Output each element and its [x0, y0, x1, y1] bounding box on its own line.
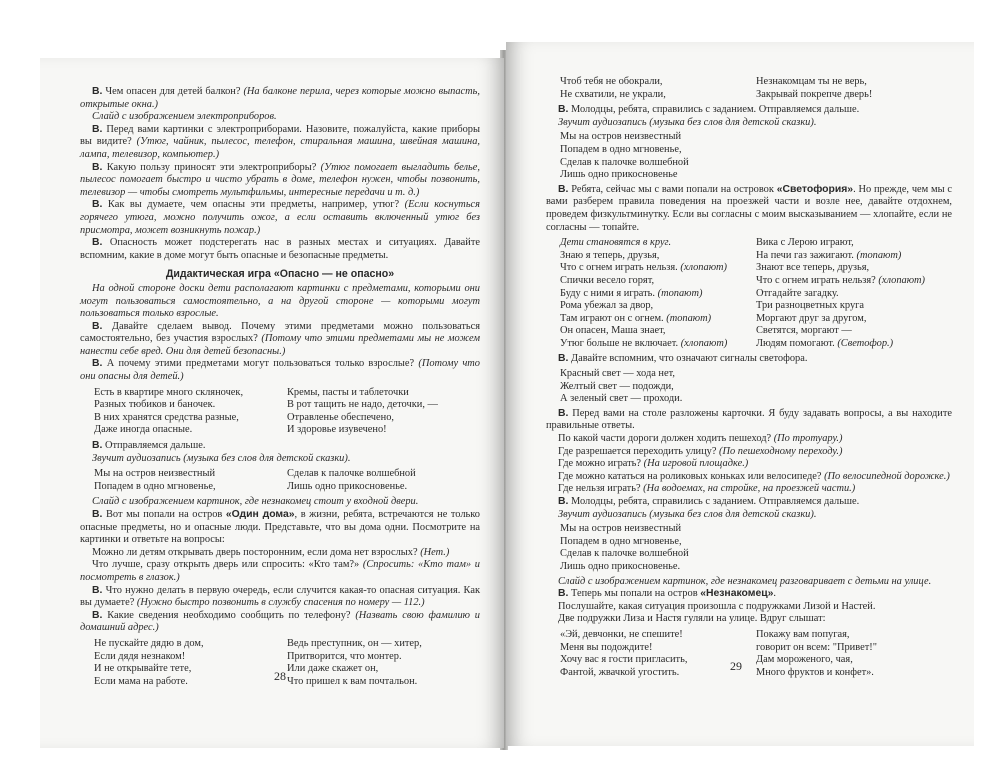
paragraph: Слайд с изображением электроприборов.	[92, 111, 277, 123]
listen-paragraphs	[546, 601, 952, 626]
verse-text: Знают все теперь, друзья,	[756, 262, 870, 274]
poem-fire-game	[560, 237, 952, 350]
svetoforia-post: . Но прежде, чем мы с вами разберем правила поведения на проезжей части и возле нее, давайте отдохнем, проведем физкультминутку. Если вы согласны с моим высказыванием — хлопайте, если не согласны — топайте.	[546, 183, 953, 233]
question	[546, 446, 952, 459]
verse-line: Или даже скажет он,	[287, 663, 379, 675]
go-on-text: Отправляемся дальше.	[105, 440, 206, 452]
action-note: (топают)	[856, 249, 902, 261]
home-alone-pre: Вот мы попали на остров	[105, 509, 226, 520]
verse-line: Лишь одно прикосновенье.	[560, 560, 681, 572]
signals-text: Давайте вспомним, что означают сигналы светофора.	[571, 353, 808, 365]
poem-island-3	[560, 523, 952, 573]
verse-line	[560, 275, 756, 288]
paragraph	[80, 124, 480, 162]
cards-text: Перед вами на столе разложены карточки. Я буду задавать вопросы, а вы находите правильные ответы.	[546, 407, 952, 432]
answer-text: (По пешеходному переходу.)	[719, 445, 843, 457]
poem-island-right	[287, 468, 480, 493]
poem-island	[94, 468, 480, 493]
signals-line	[546, 353, 952, 366]
verse-line: «Эй, девчонки, не спешите!	[560, 628, 683, 640]
verse-text: Он опасен, Маша знает,	[560, 325, 666, 337]
verse-line	[756, 300, 952, 313]
poem-lock-door	[560, 76, 952, 101]
speaker-label: В.	[558, 588, 569, 600]
speaker-label: В.	[92, 509, 103, 520]
paragraph	[80, 86, 480, 111]
paragraph: Две подружки Лиза и Настя гуляли на улице. Вдруг слышат:	[558, 613, 826, 625]
poem-bottles	[94, 387, 480, 437]
verse-line: Попадем в одно мгновенье,	[560, 143, 682, 155]
verse-text: Вика с Лерою играют,	[756, 237, 854, 249]
action-note: (хлопают)	[680, 262, 727, 274]
done-text: Молодцы, ребята, справились с заданием. Отправляемся дальше.	[571, 104, 860, 116]
verse-text: Там играют он с огнем.	[560, 312, 667, 324]
poem-stranger-door-left	[94, 638, 287, 688]
speaker-label: В.	[558, 353, 569, 365]
left-paragraphs-c	[80, 585, 480, 635]
island-name: «Один дома»	[225, 509, 295, 520]
poem-stranger-door	[94, 638, 480, 688]
question	[546, 458, 952, 471]
stranger-post: .	[773, 588, 776, 600]
island-name: «Светофория»	[776, 183, 854, 195]
game-heading: Дидактическая игра «Опасно — не опасно»	[165, 268, 395, 281]
verse-line	[756, 338, 952, 351]
home-alone-post: , в жизни, ребята, встречаются не только опасные предметы, но и опасные люди. Представьте, что вы дома одни. Посмотрите на картинки и ответьте на вопросы:	[80, 509, 480, 546]
verse-line: Кремы, пасты и таблеточки	[287, 386, 409, 398]
verse-line: Сделав к палочке волшебной	[560, 156, 689, 168]
verse-line	[756, 325, 952, 338]
verse-line: Фантой, жвачкой угостить.	[560, 666, 680, 678]
poem-island-2	[560, 131, 952, 181]
verse-line: Не схватили, не украли,	[560, 88, 666, 100]
verse-line: А зеленый свет — проходи.	[560, 393, 683, 405]
poem-lock-door-right	[756, 76, 952, 101]
done-line-2	[546, 496, 952, 509]
action-note: (топают)	[666, 312, 712, 324]
verse-line	[560, 300, 756, 313]
question-text: Можно ли детям открывать дверь посторонним, если дома нет взрослых?	[92, 546, 421, 558]
speaker-label: В.	[558, 407, 569, 419]
poem-stranger-door-right	[287, 638, 480, 688]
slide-note-street: Слайд с изображением картинок, где незнакомец разговаривает с детьми на улице.	[558, 575, 932, 587]
island-name: «Незнакомец»	[700, 588, 774, 600]
poem-bottles-right	[287, 387, 480, 437]
poem-lock-door-left	[560, 76, 756, 101]
verse-line	[560, 237, 756, 250]
verse-line: Покажу вам попугая,	[756, 628, 850, 640]
svetoforia-pre: Ребята, сейчас мы с вами попали на островок	[571, 183, 777, 195]
answer-text: (На балконе перила, через которые можно выпасть, открытые окна.)	[80, 86, 480, 110]
verse-line: Если мама на работе.	[94, 675, 188, 687]
question-text: Где разрешается переходить улицу?	[558, 445, 720, 457]
go-on-line	[80, 440, 480, 453]
verse-line	[756, 250, 952, 263]
verse-text: Моргают друг за другом,	[756, 312, 867, 324]
speaker-label: В.	[92, 440, 103, 452]
audio-note: Звучит аудиозапись (музыка без слов для детской сказки).	[558, 116, 817, 128]
answer-text: (По велосипедной дорожке.)	[824, 470, 950, 482]
verse-line	[756, 262, 952, 275]
left-paragraphs-a	[80, 86, 480, 262]
audio-note-2: Звучит аудиозапись (музыка без слов для детской сказки).	[558, 508, 817, 520]
poem-island-left	[94, 468, 287, 493]
verse-line: И здоровье изувечено!	[287, 424, 387, 436]
page-number-right: 29	[730, 659, 742, 673]
right-page	[506, 42, 974, 746]
verse-line: Ведь преступник, он — хитер,	[287, 637, 422, 649]
left-paragraphs-b	[80, 283, 480, 384]
road-questions	[546, 433, 952, 496]
verse-line: Сделав к палочке волшебной	[287, 468, 416, 480]
verse-line: Желтый свет — подожди,	[560, 380, 674, 392]
paragraph-text: Какую пользу приносят эти электроприборы?	[106, 161, 321, 173]
speaker-label: В.	[92, 320, 103, 332]
answer-text: (Нет.)	[420, 546, 450, 558]
answer-text: (На игровой площадке.)	[643, 458, 749, 470]
answer-text: (Потому что они опасны для детей.)	[80, 358, 480, 383]
paragraph	[80, 321, 480, 359]
poem-stranger-street	[560, 629, 952, 679]
verse-line: Разных тюбиков и баночек.	[94, 399, 216, 411]
verse-line	[756, 288, 952, 301]
paragraph-text: Какие сведения необходимо сообщить по телефону?	[107, 609, 356, 621]
paragraph-text: Перед вами картинки с электроприборами. Назовите, пожалуйста, какие приборы вы видите?	[80, 123, 480, 148]
left-page	[40, 58, 504, 748]
verse-line: В них хранятся средства разные,	[94, 411, 239, 423]
speaker-label: В.	[92, 86, 103, 97]
paragraph: На одной стороне доски дети располагают картинки с предметами, которыми они могут пользоваться самостоятельно, а на другой стороне — которыми могут пользоваться только взрослые.	[80, 282, 480, 320]
speaker-label: В.	[92, 161, 103, 173]
verse-line: Попадем в одно мгновенье,	[94, 480, 216, 492]
action-note: (Светофор.)	[837, 337, 894, 349]
speaker-label: В.	[92, 199, 103, 211]
verse-line	[560, 288, 756, 301]
verse-line: Притворится, что монтер.	[287, 650, 402, 662]
stranger-line	[546, 588, 952, 601]
verse-text: Людям помогают.	[756, 337, 838, 349]
paragraph	[80, 585, 480, 610]
verse-line	[756, 237, 952, 250]
verse-text: Три разноцветных круга	[756, 300, 865, 312]
poem-fire-game-left	[560, 237, 756, 350]
verse-line: Лишь одно прикосновенье	[560, 169, 678, 181]
answer-text: (Утюг помогает выгладить белье, пылесос помогает быстро и чисто убрать в доме, телефон нужен, чтобы позвонить, телевизор — чтобы смотреть мультфильмы, интересные передачи и т. д.)	[80, 161, 480, 198]
paragraph	[80, 199, 480, 237]
poem-traffic-light	[560, 368, 952, 406]
door-questions	[80, 547, 480, 585]
answer-text: (Если коснуться горячего утюга, можно получить ожог, а если оставить включенный утюг без присмотра, может возникнуть пожар.)	[80, 199, 480, 236]
action-note: (хлопают)	[878, 274, 925, 286]
verse-line: Дам мороженого, чая,	[756, 654, 853, 666]
action-note: (хлопают)	[680, 337, 728, 349]
verse-text: Отгадайте загадку.	[756, 287, 839, 299]
paragraph	[80, 237, 480, 262]
verse-text: Что с огнем играть нельзя.	[560, 262, 681, 274]
paragraph-text: Опасность может подстерегать нас в разных местах и ситуациях. Давайте вспомним, какие в доме могут быть опасные и безопасные предметы.	[80, 237, 480, 261]
paragraph-text: Что нужно делать в первую очередь, если случится какая-то опасная ситуация. Как вы думаете?	[80, 584, 480, 609]
speaker-label: В.	[558, 104, 569, 116]
left-page-text	[80, 86, 480, 691]
question-text: Где можно играть?	[558, 458, 644, 470]
verse-line: Что пришел к вам почтальон.	[287, 675, 418, 687]
verse-line	[560, 313, 756, 326]
verse-text: Что с огнем играть нельзя?	[756, 274, 879, 286]
question	[546, 433, 952, 446]
cards-line	[546, 408, 952, 433]
paragraph	[80, 358, 480, 383]
verse-line: Хочу вас я гости пригласить,	[560, 654, 688, 666]
verse-line: Не пускайте дядю в дом,	[94, 637, 204, 649]
poem-fire-game-right	[756, 237, 952, 350]
verse-text: На печи газ зажигают.	[756, 249, 857, 261]
verse-line: Красный свет — хода нет,	[560, 368, 675, 380]
answer-text: (Назвать свою фамилию и домашний адрес.)	[80, 609, 480, 634]
answer-text: (Спросить: «Кто там» и посмотреть в глазок.)	[80, 559, 480, 583]
poem-stranger-street-right	[756, 629, 952, 679]
speaker-label: В.	[92, 584, 103, 596]
verse-line: Есть в квартире много скляночек,	[94, 386, 244, 398]
verse-text: Спички весело горят,	[560, 274, 655, 286]
verse-line	[560, 262, 756, 275]
verse-line: Чтоб тебя не обокрали,	[560, 76, 663, 87]
paragraph-text: Как вы думаете, чем опасны эти предметы, например, утюг?	[107, 199, 405, 211]
answer-text: (По тротуару.)	[773, 433, 843, 445]
verse-line: В рот тащить не надо, деточки, —	[287, 399, 438, 411]
verse-text: Утюг больше не включает.	[560, 337, 681, 349]
home-alone-paragraph	[80, 509, 480, 547]
verse-text: Дети становятся в круг.	[560, 237, 672, 249]
verse-line: Незнакомцам ты не верь,	[756, 76, 867, 87]
question	[546, 483, 952, 496]
answer-text: (Утюг, чайник, пылесос, телефон, стиральная машина, швейная машина, лампа, телевизор, компьютер.)	[80, 136, 480, 160]
question-text: Где можно кататься на роликовых коньках или велосипеде?	[558, 470, 825, 482]
poem-stranger-street-left	[560, 629, 756, 679]
verse-text: Светятся, моргают —	[756, 325, 852, 337]
question-text: Что лучше, сразу открыть дверь или спросить: «Кто там?»	[92, 559, 363, 571]
speaker-label: В.	[92, 237, 103, 249]
speaker-label: В.	[558, 496, 569, 507]
speaker-label: В.	[92, 609, 103, 621]
verse-text: Рома убежал за двор,	[560, 300, 654, 312]
paragraph: Послушайте, какая ситуация произошла с подружками Лизой и Настей.	[558, 600, 876, 612]
verse-text: Знаю я теперь, друзья,	[560, 249, 660, 261]
poem-bottles-left	[94, 387, 287, 437]
question	[546, 471, 952, 484]
verse-line	[560, 338, 756, 351]
verse-line: Закрывай покрепче дверь!	[756, 88, 873, 100]
verse-line: Если дядя незнаком!	[94, 650, 186, 662]
stranger-pre: Теперь мы попали на остров	[571, 588, 701, 600]
question	[80, 547, 480, 560]
verse-line	[756, 313, 952, 326]
question	[80, 559, 480, 584]
done-text-2: Молодцы, ребята, справились с заданием. Отправляемся дальше.	[571, 496, 860, 507]
verse-line: Мы на остров неизвестный	[94, 468, 216, 480]
verse-line: говорит он всем: "Привет!"	[756, 641, 877, 653]
audio-note: Звучит аудиозапись (музыка без слов для детской сказки).	[92, 452, 351, 464]
verse-line: Мы на остров неизвестный	[560, 523, 682, 535]
answer-text: (На водоемах, на стройке, на проезжей части.)	[643, 483, 856, 495]
paragraph	[80, 162, 480, 200]
question-text: Где нельзя играть?	[558, 483, 644, 495]
right-page-text	[546, 76, 952, 682]
speaker-label: В.	[558, 183, 569, 195]
verse-line: Даже иногда опасные.	[94, 424, 193, 436]
verse-line	[560, 250, 756, 263]
answer-text: (Нужно быстро позвонить в службу спасения по номеру — 112.)	[136, 597, 425, 609]
answer-text: (Потому что этими предметами мы не можем нанести себе вред. Они для детей безопасны.)	[80, 333, 480, 357]
verse-line: Много фруктов и конфет».	[756, 666, 874, 678]
action-note: (топают)	[657, 287, 703, 299]
verse-line: Сделав к палочке волшебной	[560, 548, 689, 560]
paragraph	[80, 610, 480, 635]
speaker-label: В.	[92, 358, 103, 370]
verse-line: И не открывайте тете,	[94, 663, 192, 675]
slide-note-door: Слайд с изображением картинок, где незнакомец стоит у входной двери.	[92, 496, 419, 508]
verse-line: Попадем в одно мгновенье,	[560, 535, 682, 547]
done-line	[546, 104, 952, 117]
verse-line: Меня вы подождите!	[560, 641, 653, 653]
verse-line	[756, 275, 952, 288]
paragraph-text: Давайте сделаем вывод. Почему этими предметами можно пользоваться самостоятельно, без участия взрослых?	[80, 320, 480, 345]
verse-line: Мы на остров неизвестный	[560, 131, 682, 143]
svetoforia-paragraph	[546, 184, 952, 234]
paragraph-text: А почему этими предметами могут пользоваться только взрослые?	[106, 358, 419, 370]
verse-text: Буду с ними я играть.	[560, 287, 658, 299]
verse-line: Отравленье обеспечено,	[287, 411, 394, 423]
verse-line: Лишь одно прикосновенье.	[287, 480, 408, 492]
question-text: По какой части дороги должен ходить пешеход?	[558, 433, 774, 445]
paragraph-text: Чем опасен для детей балкон?	[105, 86, 244, 97]
speaker-label: В.	[92, 123, 103, 135]
verse-line	[560, 325, 756, 338]
page-number-left: 28	[274, 669, 286, 683]
